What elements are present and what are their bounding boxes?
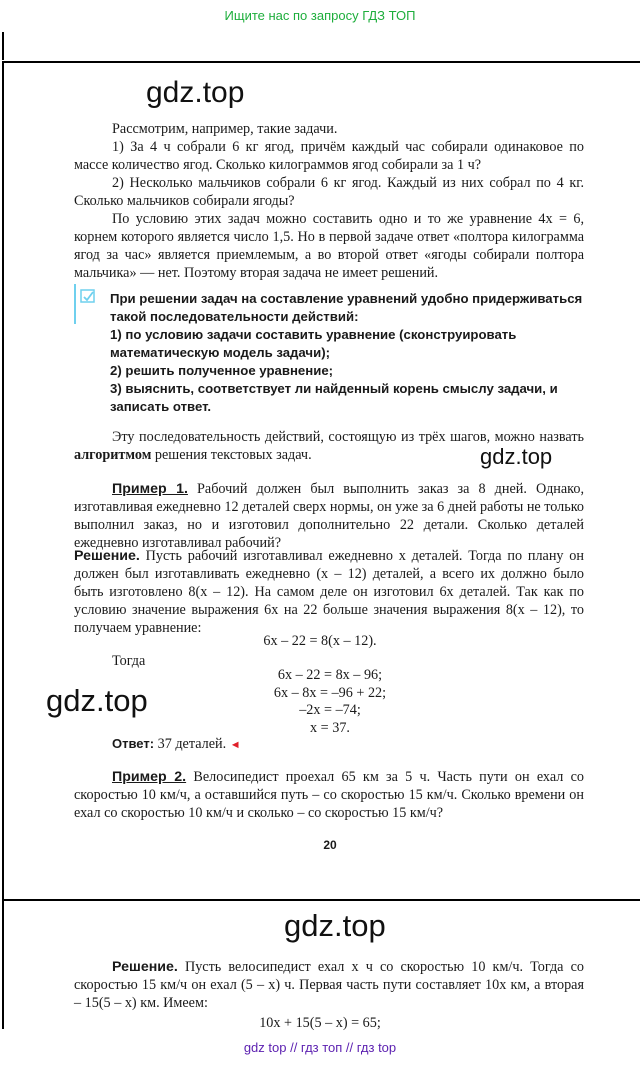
algorithm-term: алгоритмом [74, 447, 152, 463]
explanation-paragraph: По условию этих задач можно составить одно и то же уравнение 4x = 6, корнем которого является число 1,5. Но в первой задаче ответ «полтора килограмма ягод за час» является приемлемым, а во второй ответ «ягоды собирали полтора мальчика» — нет. Поэтому вторая задача не имеет решений. [74, 211, 584, 281]
watermark: gdz.top [46, 683, 148, 718]
solution-1-text: Пусть рабочий изготавливал ежедневно x деталей. Тогда по плану он должен был изготавливать ежедневно (x – 12) деталей, а всего их должно было быть изготовлено 8(x – 12). На самом деле он изготовил 6x деталей. Так как по условию значение выражения 6x на 22 больше значения выражения 8(x – 12), то получаем уравнение: [74, 548, 584, 636]
page-divider-top [2, 61, 640, 63]
task-1: 1) За 4 ч собрали 6 кг ягод, причём каждый час собирали одинаковое по массе количество ягод. Сколько килограммов ягод собирали за 1 ч? [74, 139, 584, 173]
answer-1 [112, 735, 622, 754]
equation-steps [240, 667, 420, 737]
note-icon [80, 288, 96, 304]
top-banner[interactable]: Ищите нас по запросу ГДЗ ТОП [224, 8, 416, 23]
answer-text: 37 деталей. [154, 736, 227, 752]
solution-2-text: Пусть велосипедист ехал x ч со скоростью 10 км/ч. Тогда со скоростью 15 км/ч он ехал (5 – x) ч. Первая часть пути составляет 10x км, а вторая – 15(5 – x) км. Имеем: [74, 959, 584, 1011]
solution-2 [74, 958, 584, 1012]
algorithm-text-end: решения текстовых задач. [151, 447, 312, 463]
watermark: gdz.top [480, 444, 553, 469]
example-2-label: Пример 2. [112, 769, 187, 785]
watermark: gdz.top [146, 76, 245, 109]
solution-1-label: Решение. [74, 548, 140, 564]
note-step-3: 3) выяснить, соответствует ли найденный корень смыслу задачи, и записать ответ. [110, 381, 558, 414]
example-2 [74, 768, 584, 822]
main-equation: 6x – 22 = 8(x – 12). [263, 633, 377, 649]
watermark: gdz.top [284, 908, 386, 943]
then-word: Тогда [112, 653, 146, 669]
example-1-text: Рабочий должен был выполнить заказ за 8 дней. Однако, изготавливая ежедневно 12 деталей сверх нормы, он уже за 6 дней работы не только выполнил заказ, но и изготовил дополнительно 22 детали. Сколько деталей ежедневно изготавливал рабочий? [74, 481, 584, 551]
equation-step: 6x – 22 = 8x – 96; [277, 667, 383, 683]
footer-links[interactable]: gdz top // гдз топ // гдз top [243, 1040, 397, 1055]
note-step-1: 1) по условию задачи составить уравнение (сконструировать математическую модель задачи); [110, 327, 517, 360]
left-border-top [2, 32, 4, 60]
left-border-page1 [2, 61, 4, 899]
page-number: 20 [323, 838, 337, 852]
solution-2-label: Решение. [112, 959, 178, 975]
equation-step: –2x = –74; [299, 702, 361, 718]
note-intro: При решении задач на составление уравнений удобно придерживаться такой последовательности действий: [110, 291, 583, 324]
equation-page2: 10x + 15(5 – x) = 65; [259, 1015, 381, 1031]
intro-paragraph: Рассмотрим, например, такие задачи. [112, 121, 338, 137]
answer-label: Ответ: [112, 736, 155, 751]
algorithm-text-start: Эту последовательность действий, состоящую из трёх шагов, можно назвать [112, 429, 584, 445]
algorithm-steps [110, 326, 584, 416]
note-step-2: 2) решить полученное уравнение; [110, 363, 334, 378]
page-divider-middle [2, 899, 640, 901]
example-1-label: Пример 1. [112, 481, 188, 497]
example-1 [74, 480, 584, 552]
note-accent-bar [74, 284, 76, 324]
task-2: 2) Несколько мальчиков собрали 6 кг ягод. Каждый из них собрал по 4 кг. Сколько мальчиков собирали ягоды? [74, 175, 584, 209]
algorithm-paragraph [74, 428, 584, 464]
algorithm-note [110, 290, 584, 326]
example-2-text: Велосипедист проехал 65 км за 5 ч. Часть пути он ехал со скоростью 10 км/ч, а оставшийся путь – со скоростью 15 км/ч. Сколько времени он ехал со скоростью 10 км/ч и сколько – со скоростью 15 км/ч? [74, 769, 584, 821]
end-of-solution-icon: ◄ [229, 739, 241, 751]
left-border-page2 [2, 901, 4, 1029]
equation-step: x = 37. [310, 719, 350, 736]
equation-step: 6x – 8x = –96 + 22; [273, 684, 387, 701]
solution-1 [74, 547, 584, 637]
